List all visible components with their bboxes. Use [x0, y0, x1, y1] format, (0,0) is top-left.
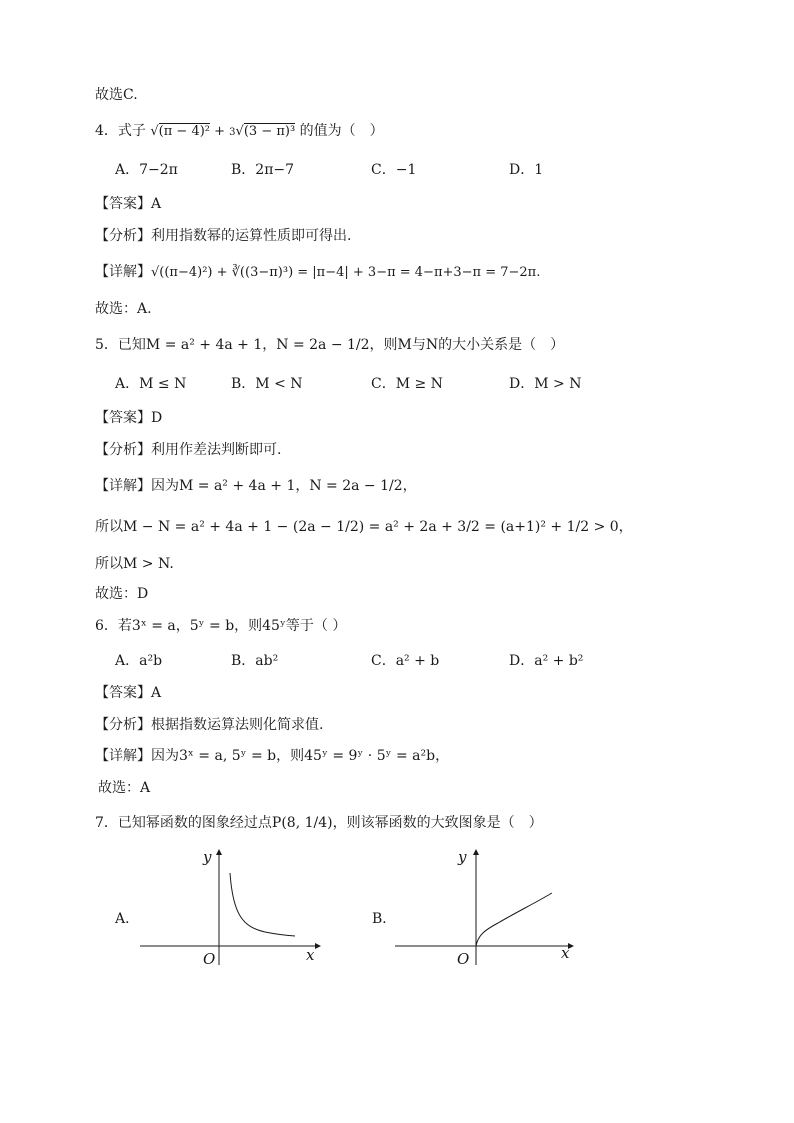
q4-conclusion: 故选：A. [95, 301, 152, 317]
q6-option-b[interactable]: B．ab² [231, 653, 279, 669]
q6-stem: 6．若3ˣ = a，5ʸ = b，则45ʸ等于（ ） [95, 618, 347, 634]
graph-b-y-arrow [473, 849, 479, 855]
q6-detail: 【详解】因为3ˣ = a, 5ʸ = b，则45ʸ = 9ʸ · 5ʸ = a²b， [95, 748, 450, 764]
q4-option-b[interactable]: B．2π−7 [231, 162, 295, 178]
q4-formula: √(π − 4)² + 3√(3 − π)³ [150, 124, 296, 139]
q5-option-b[interactable]: B．M < N [231, 376, 303, 392]
q6-answer: 【答案】A [95, 685, 162, 701]
q5-analysis: 【分析】利用作差法判断即可. [95, 442, 282, 458]
graph-b-label[interactable]: B． [372, 911, 397, 927]
q5-stem: 5．已知M = a² + 4a + 1，N = 2a − 1/2，则M与N的大小关系是（ ） [95, 337, 565, 353]
q6-analysis: 【分析】根据指数运算法则化简求值. [95, 717, 324, 733]
graph-b[interactable] [390, 845, 580, 970]
graph-a-y-arrow [216, 849, 222, 855]
q5-therefore: 所以M > N. [95, 556, 174, 572]
graph-b-x-label: x [561, 944, 570, 962]
q6-option-a[interactable]: A．a²b [115, 653, 163, 669]
graph-b-origin: O [457, 950, 470, 968]
graph-a-x-arrow [315, 943, 321, 949]
q6-conclusion: 故选：A [98, 780, 151, 796]
q5-detail: 【详解】因为M = a² + 4a + 1，N = 2a − 1/2， [95, 478, 417, 494]
graph-a[interactable] [135, 845, 325, 970]
graph-a-x-label: x [306, 946, 315, 964]
q6-option-d[interactable]: D．a² + b² [509, 653, 584, 669]
q4-stem: 4．式子 √(π − 4)² + 3√(3 − π)³ 的值为（ ） [95, 123, 384, 139]
q4-analysis: 【分析】利用指数幂的运算性质即可得出. [95, 228, 352, 244]
q6-option-c[interactable]: C．a² + b [371, 653, 440, 669]
q4-answer: 【答案】A [95, 196, 162, 212]
q4-option-a[interactable]: A．7−2π [115, 162, 178, 178]
q5-option-d[interactable]: D．M > N [509, 376, 582, 392]
q5-answer: 【答案】D [95, 410, 163, 426]
q4-option-c[interactable]: C．−1 [371, 162, 417, 178]
graph-b-curve [476, 893, 552, 946]
graph-a-curve [230, 873, 295, 936]
q3-conclusion: 故选C. [95, 87, 138, 103]
q7-stem: 7．已知幂函数的图象经过点P(8, 1/4)，则该幂函数的大致图象是（ ） [95, 815, 543, 831]
graph-b-y-label: y [458, 848, 467, 866]
graph-a-origin: O [203, 950, 216, 968]
graph-a-label[interactable]: A． [115, 911, 140, 927]
graph-a-y-label: y [203, 848, 212, 866]
q5-conclusion: 故选：D [95, 586, 149, 602]
q5-option-c[interactable]: C．M ≥ N [371, 376, 443, 392]
q5-step: 所以M − N = a² + 4a + 1 − (2a − 1/2) = a² + 2a + 3/2 = (a+1)² + 1/2 > 0， [95, 519, 633, 535]
q5-option-a[interactable]: A．M ≤ N [115, 376, 187, 392]
q4-detail: 【详解】√((π−4)²) + ∛((3−π)³) = |π−4| + 3−π = 4−π+3−π = 7−2π. [95, 264, 541, 280]
q4-option-d[interactable]: D．1 [509, 162, 544, 178]
